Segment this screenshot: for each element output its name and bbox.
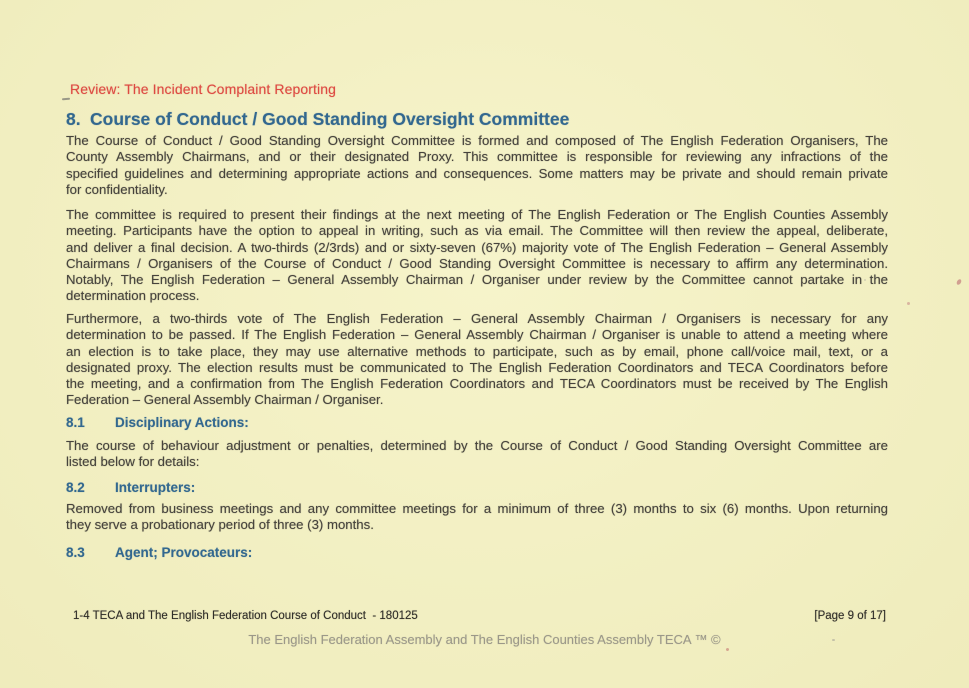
document-footer (73, 610, 886, 622)
subsection-8-3-number: 8.3 (66, 545, 85, 560)
subsection-8-1-number: 8.1 (66, 415, 85, 430)
scan-artifact-dash (62, 98, 70, 101)
paragraph-line: The course of behaviour adjustment or penalties, determined by the Course of Conduct / Good Standing Oversight Committee are (66, 438, 888, 453)
footer-page-number: [Page 9 of 17] (814, 610, 886, 622)
paragraph-line: listed below for details: (66, 454, 200, 470)
section-8-title: Course of Conduct / Good Standing Oversight Committee (90, 109, 570, 129)
review-header: Review: The Incident Complaint Reporting (70, 81, 336, 97)
paragraph-line: Furthermore, a two-thirds vote of The English Federation – General Assembly Chairman / Organisers is necessary for any (66, 311, 888, 326)
paragraph-3 (66, 311, 888, 409)
paragraph-line: for confidentiality. (66, 181, 168, 197)
paragraph-line: specified guidelines and determining appropriate actions and consequences. Some matters may be private and should remain private (66, 165, 888, 181)
paragraph-line: an election is to take place, they may use alternative methods to participate, such as by email, phone call/voice mail, text, or a (66, 343, 888, 359)
subsection-8-2-number: 8.2 (66, 480, 85, 495)
footer-document-id: 1-4 TECA and The English Federation Course of Conduct - 180125 (73, 610, 418, 622)
subsection-8-3-heading (66, 545, 888, 560)
paragraph-line: The committee is required to present their findings at the next meeting of The English Federation or The English Counties Assembly (66, 207, 888, 222)
paragraph-line: The Course of Conduct / Good Standing Oversight Committee is formed and composed of The English Federation Organisers, The (66, 133, 888, 148)
paragraph-line: meeting. Participants have the option to appeal in writing, such as via email. The Committee will then review the appeal, deliberate, (66, 223, 888, 239)
paragraph-line: and deliver a final decision. A two-thirds (2/3rds) and or sixty-seven (67%) majority vote of The English Federation – General Assembly (66, 239, 888, 255)
subsection-8-2-title: Interrupters: (115, 480, 196, 495)
scan-artifact-speck (956, 278, 962, 285)
paragraph-line: designated proxy. The election results must be communicated to The English Federation Coordinators and TECA Coordinators before (66, 359, 888, 375)
paragraph-line: determination to be passed. If The English Federation – General Assembly Chairman / Organiser is unable to attend a meeting where (66, 327, 888, 343)
paragraph-line: Removed from business meetings and any committee meetings for a minimum of three (3) months to six (6) months. Upon returning (66, 501, 888, 516)
paragraph-line: Federation – General Assembly Chairman / Organiser. (66, 392, 384, 408)
subsection-8-1-title: Disciplinary Actions: (115, 415, 249, 430)
paragraph-line: Notably, The English Federation – General Assembly Chairman / Organiser under review by the Committee cannot partake in the (66, 272, 888, 288)
footer-organization-line: The English Federation Assembly and The English Counties Assembly TECA ™ © (248, 632, 721, 647)
paragraph-2 (66, 207, 888, 305)
paragraph-line: determination process. (66, 288, 200, 304)
scan-artifact-speck (907, 302, 910, 305)
section-8-heading (66, 109, 569, 130)
paragraph-line: the meeting, and a confirmation from The English Federation Coordinators and TECA Coordinators must be received by The English (66, 376, 888, 392)
paragraph-line: they serve a probationary period of three (3) months. (66, 517, 374, 533)
subsection-8-1-body (66, 438, 888, 471)
paragraph-line: County Assembly Chairmans, and or their designated Proxy. This committee is responsible for reviewing any infractions of the (66, 149, 888, 165)
subsection-8-1-heading (66, 415, 888, 430)
subsection-8-3-title: Agent; Provocateurs: (115, 545, 253, 560)
subsection-8-2-heading (66, 480, 888, 495)
scan-artifact-speck (726, 648, 730, 652)
paragraph-line: Chairmans / Organisers of the Course of Conduct / Good Standing Oversight Committee is necessary to affirm any determination. (66, 255, 888, 271)
section-8-number: 8. (66, 109, 81, 129)
paragraph-1 (66, 133, 888, 198)
subsection-8-2-body (66, 501, 888, 534)
